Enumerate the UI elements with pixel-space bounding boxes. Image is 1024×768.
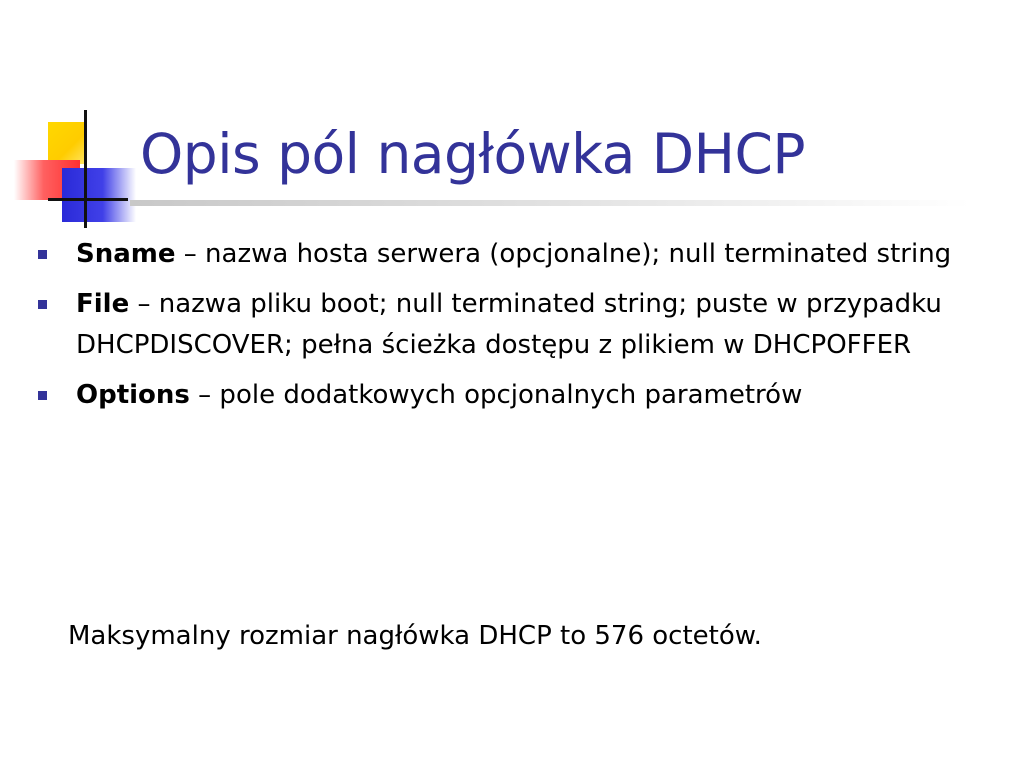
bullet-text: – nazwa hosta serwera (opcjonalne); null terminated string	[175, 239, 952, 269]
square-bullet-icon	[38, 300, 47, 309]
logo-vertical-line	[84, 110, 87, 228]
square-bullet-icon	[38, 250, 47, 259]
bullet-term: Sname	[76, 239, 176, 269]
logo-yellow-square	[48, 122, 86, 164]
bullet-term: Options	[76, 380, 190, 410]
decorative-squares-logo	[0, 100, 150, 230]
logo-blue-square	[62, 168, 136, 222]
bullet-term: File	[76, 289, 130, 319]
bullet-text: – pole dodatkowych opcjonalnych parametrów	[189, 380, 803, 410]
title-underline	[130, 200, 970, 206]
header-size-note: Maksymalny rozmiar nagłówka DHCP to 576 octetów.	[68, 621, 762, 651]
bullet-item-sname	[36, 234, 996, 275]
bullet-list	[36, 234, 996, 425]
bullet-item-file	[36, 284, 996, 366]
slide-title: Opis pól nagłówka DHCP	[140, 122, 806, 186]
bullet-text: – nazwa pliku boot; null terminated string; puste w przypadku DHCPDISCOVER; pełna ścieżka dostępu z plikiem w DHCPOFFER	[76, 289, 942, 360]
logo-horizontal-line	[48, 198, 128, 201]
square-bullet-icon	[38, 391, 47, 400]
bullet-item-options	[36, 375, 996, 416]
